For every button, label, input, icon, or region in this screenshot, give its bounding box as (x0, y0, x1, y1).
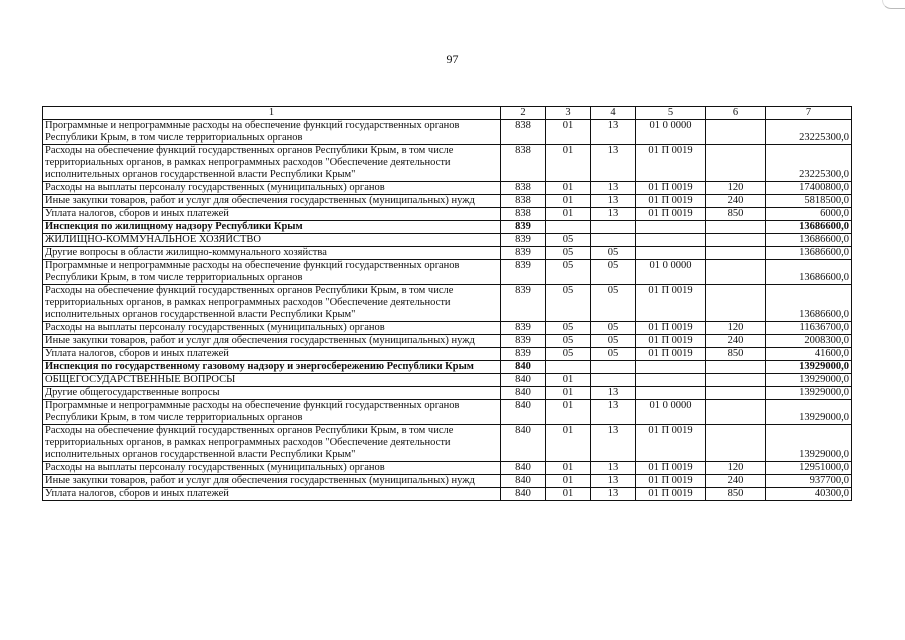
row-code-5-cell: 01 П 0019 (636, 488, 706, 501)
row-name-cell: Уплата налогов, сборов и иных платежей (43, 208, 501, 221)
row-code-5-cell: 01 П 0019 (636, 145, 706, 182)
row-name-cell: Инспекция по жилищному надзору Республики Крым (43, 221, 501, 234)
row-code-4-cell: 13 (591, 195, 636, 208)
row-code-5-cell: 01 П 0019 (636, 322, 706, 335)
row-code-3-cell: 01 (546, 425, 591, 462)
table-row (43, 221, 852, 234)
row-name-cell: ЖИЛИЩНО-КОММУНАЛЬНОЕ ХОЗЯЙСТВО (43, 234, 501, 247)
row-amount-cell: 13686600,0 (766, 285, 852, 322)
row-name-cell: Уплата налогов, сборов и иных платежей (43, 348, 501, 361)
row-code-6-cell (706, 361, 766, 374)
header-cell: 6 (706, 107, 766, 120)
table-row (43, 335, 852, 348)
row-code-4-cell (591, 361, 636, 374)
header-cell: 7 (766, 107, 852, 120)
row-code-3-cell: 01 (546, 462, 591, 475)
row-amount-cell: 23225300,0 (766, 120, 852, 145)
row-amount-cell: 23225300,0 (766, 145, 852, 182)
table-row (43, 348, 852, 361)
row-code-4-cell: 05 (591, 247, 636, 260)
row-code-2-cell: 839 (501, 285, 546, 322)
row-code-6-cell (706, 374, 766, 387)
row-code-6-cell (706, 247, 766, 260)
row-code-3-cell: 05 (546, 260, 591, 285)
row-code-2-cell: 840 (501, 462, 546, 475)
row-code-3-cell: 05 (546, 348, 591, 361)
row-code-3-cell: 01 (546, 400, 591, 425)
row-code-4-cell: 05 (591, 335, 636, 348)
table-row (43, 120, 852, 145)
row-code-4-cell: 13 (591, 145, 636, 182)
table-row (43, 462, 852, 475)
row-code-6-cell: 120 (706, 182, 766, 195)
row-code-3-cell: 05 (546, 247, 591, 260)
row-amount-cell: 6000,0 (766, 208, 852, 221)
table-row (43, 260, 852, 285)
row-code-3-cell: 05 (546, 335, 591, 348)
row-code-2-cell: 838 (501, 182, 546, 195)
table-row (43, 374, 852, 387)
row-code-6-cell (706, 145, 766, 182)
row-amount-cell: 13929000,0 (766, 374, 852, 387)
row-amount-cell: 11636700,0 (766, 322, 852, 335)
row-code-3-cell: 05 (546, 285, 591, 322)
header-cell: 2 (501, 107, 546, 120)
row-name-cell: Другие общегосударственные вопросы (43, 387, 501, 400)
row-name-cell: Расходы на выплаты персоналу государственных (муниципальных) органов (43, 182, 501, 195)
row-code-6-cell (706, 120, 766, 145)
row-code-3-cell: 01 (546, 195, 591, 208)
row-code-2-cell: 838 (501, 145, 546, 182)
table-row (43, 387, 852, 400)
row-code-6-cell (706, 285, 766, 322)
row-code-4-cell: 13 (591, 208, 636, 221)
row-code-2-cell: 838 (501, 120, 546, 145)
row-name-cell: Расходы на выплаты персоналу государственных (муниципальных) органов (43, 322, 501, 335)
row-code-6-cell: 240 (706, 475, 766, 488)
row-code-6-cell: 240 (706, 335, 766, 348)
row-amount-cell: 5818500,0 (766, 195, 852, 208)
row-code-3-cell: 05 (546, 322, 591, 335)
row-name-cell: ОБЩЕГОСУДАРСТВЕННЫЕ ВОПРОСЫ (43, 374, 501, 387)
row-code-6-cell (706, 260, 766, 285)
header-cell: 4 (591, 107, 636, 120)
row-code-4-cell (591, 374, 636, 387)
row-code-6-cell (706, 387, 766, 400)
row-amount-cell: 13686600,0 (766, 221, 852, 234)
table-row (43, 488, 852, 501)
row-name-cell: Расходы на обеспечение функций государственных органов Республики Крым, в том числе территориальных органов, в рамках непрограммных расходов "Обеспечение деятельности исполнительных органов государственной власти Республики Крым" (43, 145, 501, 182)
row-amount-cell: 13929000,0 (766, 400, 852, 425)
row-code-2-cell: 839 (501, 234, 546, 247)
row-name-cell: Инспекция по государственному газовому надзору и энергосбережению Республики Крым (43, 361, 501, 374)
row-code-5-cell (636, 234, 706, 247)
row-code-2-cell: 839 (501, 335, 546, 348)
row-code-5-cell: 01 П 0019 (636, 475, 706, 488)
row-amount-cell: 13686600,0 (766, 260, 852, 285)
row-amount-cell: 937700,0 (766, 475, 852, 488)
row-code-2-cell: 840 (501, 425, 546, 462)
row-name-cell: Иные закупки товаров, работ и услуг для обеспечения государственных (муниципальных) нужд (43, 335, 501, 348)
row-code-5-cell: 01 0 0000 (636, 260, 706, 285)
row-name-cell: Расходы на выплаты персоналу государственных (муниципальных) органов (43, 462, 501, 475)
row-code-3-cell: 01 (546, 475, 591, 488)
row-code-4-cell: 13 (591, 488, 636, 501)
row-code-2-cell: 839 (501, 322, 546, 335)
row-code-5-cell: 01 0 0000 (636, 120, 706, 145)
header-cell: 3 (546, 107, 591, 120)
row-amount-cell: 13686600,0 (766, 234, 852, 247)
row-amount-cell: 13929000,0 (766, 425, 852, 462)
row-code-4-cell: 05 (591, 322, 636, 335)
row-code-6-cell (706, 400, 766, 425)
row-code-4-cell: 05 (591, 348, 636, 361)
row-code-5-cell (636, 387, 706, 400)
row-code-4-cell: 13 (591, 120, 636, 145)
row-code-5-cell (636, 247, 706, 260)
row-code-2-cell: 839 (501, 260, 546, 285)
row-name-cell: Уплата налогов, сборов и иных платежей (43, 488, 501, 501)
row-code-2-cell: 840 (501, 400, 546, 425)
row-code-5-cell: 01 П 0019 (636, 335, 706, 348)
row-code-5-cell: 01 П 0019 (636, 462, 706, 475)
row-code-3-cell: 05 (546, 234, 591, 247)
row-name-cell: Другие вопросы в области жилищно-коммунального хозяйства (43, 247, 501, 260)
row-code-5-cell (636, 221, 706, 234)
row-code-6-cell (706, 221, 766, 234)
row-code-3-cell: 01 (546, 145, 591, 182)
row-code-5-cell: 01 П 0019 (636, 182, 706, 195)
row-code-5-cell (636, 374, 706, 387)
row-amount-cell: 40300,0 (766, 488, 852, 501)
row-amount-cell: 41600,0 (766, 348, 852, 361)
row-code-4-cell (591, 221, 636, 234)
row-code-3-cell: 01 (546, 208, 591, 221)
table-row (43, 145, 852, 182)
row-code-2-cell: 840 (501, 361, 546, 374)
row-code-6-cell: 850 (706, 208, 766, 221)
row-code-4-cell (591, 234, 636, 247)
row-name-cell: Иные закупки товаров, работ и услуг для обеспечения государственных (муниципальных) нужд (43, 475, 501, 488)
row-code-3-cell: 01 (546, 120, 591, 145)
row-code-6-cell: 120 (706, 462, 766, 475)
row-name-cell: Расходы на обеспечение функций государственных органов Республики Крым, в том числе территориальных органов, в рамках непрограммных расходов "Обеспечение деятельности исполнительных органов государственной власти Республики Крым" (43, 425, 501, 462)
table-row (43, 400, 852, 425)
row-code-4-cell: 13 (591, 400, 636, 425)
row-code-6-cell: 850 (706, 488, 766, 501)
row-code-5-cell: 01 П 0019 (636, 348, 706, 361)
row-code-2-cell: 838 (501, 208, 546, 221)
page-corner-mark (882, 0, 905, 9)
table-row (43, 361, 852, 374)
row-amount-cell: 17400800,0 (766, 182, 852, 195)
table-row (43, 208, 852, 221)
table-row (43, 195, 852, 208)
row-code-5-cell (636, 361, 706, 374)
header-cell: 1 (43, 107, 501, 120)
row-code-5-cell: 01 П 0019 (636, 195, 706, 208)
table-row (43, 182, 852, 195)
row-code-5-cell: 01 0 0000 (636, 400, 706, 425)
table-row (43, 247, 852, 260)
row-amount-cell: 13929000,0 (766, 387, 852, 400)
row-amount-cell: 13929000,0 (766, 361, 852, 374)
row-code-6-cell (706, 234, 766, 247)
row-name-cell: Программные и непрограммные расходы на обеспечение функций государственных органов Республики Крым, в том числе территориальных органов (43, 260, 501, 285)
row-code-2-cell: 838 (501, 195, 546, 208)
row-name-cell: Программные и непрограммные расходы на обеспечение функций государственных органов Республики Крым, в том числе территориальных органов (43, 400, 501, 425)
row-code-3-cell: 01 (546, 387, 591, 400)
row-name-cell: Программные и непрограммные расходы на обеспечение функций государственных органов Республики Крым, в том числе территориальных органов (43, 120, 501, 145)
row-code-3-cell: 01 (546, 182, 591, 195)
row-amount-cell: 2008300,0 (766, 335, 852, 348)
row-code-3-cell (546, 361, 591, 374)
row-code-4-cell: 05 (591, 260, 636, 285)
table-header-row (43, 107, 852, 120)
row-code-2-cell: 840 (501, 387, 546, 400)
row-code-2-cell: 839 (501, 348, 546, 361)
row-code-4-cell: 13 (591, 462, 636, 475)
table-row (43, 425, 852, 462)
budget-table-body (43, 107, 852, 501)
row-amount-cell: 12951000,0 (766, 462, 852, 475)
row-code-5-cell: 01 П 0019 (636, 208, 706, 221)
row-code-3-cell: 01 (546, 374, 591, 387)
row-code-5-cell: 01 П 0019 (636, 425, 706, 462)
table-row (43, 285, 852, 322)
row-code-4-cell: 13 (591, 475, 636, 488)
header-cell: 5 (636, 107, 706, 120)
table-row (43, 234, 852, 247)
row-code-5-cell: 01 П 0019 (636, 285, 706, 322)
row-name-cell: Расходы на обеспечение функций государственных органов Республики Крым, в том числе территориальных органов, в рамках непрограммных расходов "Обеспечение деятельности исполнительных органов государственной власти Республики Крым" (43, 285, 501, 322)
page-number: 97 (446, 52, 459, 66)
row-code-4-cell: 13 (591, 425, 636, 462)
row-code-6-cell: 850 (706, 348, 766, 361)
row-amount-cell: 13686600,0 (766, 247, 852, 260)
row-code-6-cell: 120 (706, 322, 766, 335)
table-row (43, 322, 852, 335)
row-code-4-cell: 05 (591, 285, 636, 322)
row-code-2-cell: 840 (501, 374, 546, 387)
row-code-3-cell (546, 221, 591, 234)
row-code-2-cell: 840 (501, 488, 546, 501)
row-code-2-cell: 839 (501, 221, 546, 234)
row-code-4-cell: 13 (591, 182, 636, 195)
row-code-2-cell: 840 (501, 475, 546, 488)
budget-table (42, 106, 852, 501)
row-code-3-cell: 01 (546, 488, 591, 501)
row-code-6-cell: 240 (706, 195, 766, 208)
row-name-cell: Иные закупки товаров, работ и услуг для обеспечения государственных (муниципальных) нужд (43, 195, 501, 208)
row-code-4-cell: 13 (591, 387, 636, 400)
row-code-2-cell: 839 (501, 247, 546, 260)
row-code-6-cell (706, 425, 766, 462)
table-row (43, 475, 852, 488)
